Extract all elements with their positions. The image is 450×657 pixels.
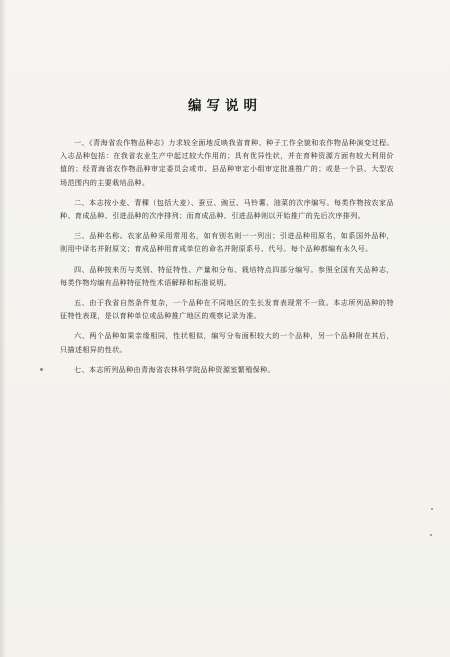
paragraph-2: 二、本志按小麦、青稞（包括大麦）、蚕豆、豌豆、马铃薯、油菜的次序编写。每类作物按农家品种、育成品种、引进品种的次序排列；而育成品种、引进品种则以开始推广的先后次序排列。 — [60, 197, 394, 221]
document-body — [60, 136, 394, 383]
page-title: 编写说明 — [188, 98, 262, 114]
scan-speck — [40, 368, 43, 371]
scan-speck — [431, 508, 433, 510]
scan-speck — [430, 534, 432, 536]
paragraph-3: 三、品种名称。农家品种采用常用名，如有别名则一一列出；引进品种用原名，如系国外品种，则用中译名并附原文；育成品种用育成单位的命名并附原系号、代号。每个品种都编有永久号。 — [60, 231, 394, 254]
paragraph-1: 一、《青海省农作物品种志》力求较全面地反映我省育种、种子工作全貌和农作物品种演变过程。入志品种包括：在我省农业生产中起过较大作用的；具有优异性状，并在育种资源方面有较大利用价值的；经青海省农作物品种审定委员会或市、县品种审定小组审定批准推广的；或是一个县、大型农场范围内的主要栽培品种。 — [60, 138, 394, 187]
paragraph-4: 四、品种按来历与类别、特征特性、产量和分布、栽培特点四部分编写。参照全国有关品种志，每类作物均编有品种特征特性术语解释和标准说明。 — [60, 264, 394, 287]
paragraph-5: 五、由于我省自然条件复杂，一个品种在不同地区的生长发育表现常不一致。本志所列品种的特征特性表现，是以育种单位或品种推广地区的观察记录为准。 — [60, 298, 394, 321]
paragraph-7: 七、本志所列品种由青海省农林科学院品种资源室繁殖保种。 — [74, 364, 275, 374]
paragraph-6: 六、两个品种如果亲缘相同，性状相似，编写分布面积较大的一个品种，另一个品种附在其后，只描述相异的性状。 — [60, 331, 394, 354]
